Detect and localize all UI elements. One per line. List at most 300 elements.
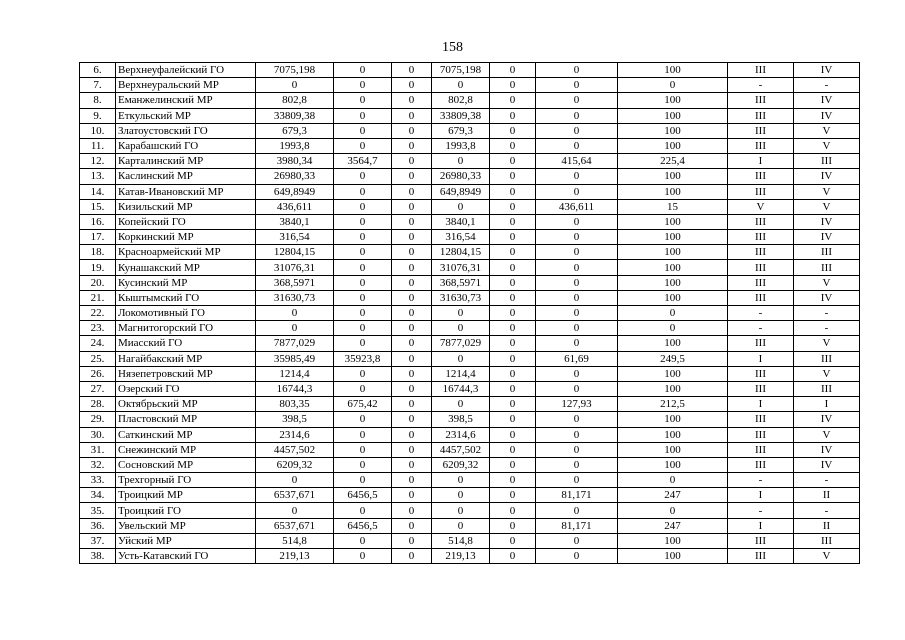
value-cell: 31076,31 <box>256 260 334 275</box>
value-cell: 33809,38 <box>432 108 490 123</box>
value-cell: III <box>728 260 794 275</box>
value-cell: III <box>794 154 860 169</box>
row-number-cell: 29. <box>80 412 116 427</box>
value-cell: 7877,029 <box>256 336 334 351</box>
value-cell: 81,171 <box>536 518 618 533</box>
value-cell: 0 <box>392 321 432 336</box>
table-row <box>80 457 860 472</box>
value-cell: IV <box>794 230 860 245</box>
value-cell: IV <box>794 169 860 184</box>
value-cell: 0 <box>256 321 334 336</box>
value-cell: 0 <box>334 457 392 472</box>
value-cell: 100 <box>618 381 728 396</box>
value-cell: 100 <box>618 366 728 381</box>
value-cell: 1993,8 <box>256 138 334 153</box>
value-cell: 0 <box>432 503 490 518</box>
table-row <box>80 533 860 548</box>
value-cell: 247 <box>618 488 728 503</box>
value-cell: 0 <box>490 533 536 548</box>
value-cell: 0 <box>392 214 432 229</box>
value-cell: 100 <box>618 123 728 138</box>
table-row <box>80 427 860 442</box>
value-cell: 0 <box>392 549 432 564</box>
municipality-name-cell: Локомотивный ГО <box>116 306 256 321</box>
value-cell: 0 <box>536 503 618 518</box>
table-row <box>80 138 860 153</box>
municipality-name-cell: Красноармейский МР <box>116 245 256 260</box>
table-body <box>80 63 860 564</box>
value-cell: 6209,32 <box>432 457 490 472</box>
value-cell: 0 <box>490 275 536 290</box>
value-cell: 0 <box>432 473 490 488</box>
row-number-cell: 37. <box>80 533 116 548</box>
value-cell: V <box>794 138 860 153</box>
value-cell: 0 <box>490 93 536 108</box>
row-number-cell: 7. <box>80 78 116 93</box>
value-cell: 6537,671 <box>256 488 334 503</box>
value-cell: 100 <box>618 245 728 260</box>
value-cell: 0 <box>256 306 334 321</box>
value-cell: III <box>728 169 794 184</box>
value-cell: 0 <box>536 306 618 321</box>
value-cell: 0 <box>392 397 432 412</box>
value-cell: 0 <box>536 427 618 442</box>
value-cell: 0 <box>334 427 392 442</box>
value-cell: 0 <box>392 78 432 93</box>
value-cell: 0 <box>618 503 728 518</box>
row-number-cell: 22. <box>80 306 116 321</box>
municipality-name-cell: Еманжелинский МР <box>116 93 256 108</box>
row-number-cell: 19. <box>80 260 116 275</box>
value-cell: 3840,1 <box>432 214 490 229</box>
value-cell: III <box>728 63 794 78</box>
value-cell: 649,8949 <box>256 184 334 199</box>
table-row <box>80 93 860 108</box>
value-cell: 0 <box>334 290 392 305</box>
value-cell: 0 <box>432 351 490 366</box>
row-number-cell: 31. <box>80 442 116 457</box>
value-cell: 0 <box>392 290 432 305</box>
value-cell: III <box>728 533 794 548</box>
value-cell: 0 <box>536 230 618 245</box>
value-cell: 0 <box>490 397 536 412</box>
value-cell: 0 <box>392 93 432 108</box>
table-row <box>80 518 860 533</box>
municipality-name-cell: Кусинский МР <box>116 275 256 290</box>
value-cell: 100 <box>618 63 728 78</box>
value-cell: III <box>728 108 794 123</box>
value-cell: 0 <box>536 549 618 564</box>
value-cell: 398,5 <box>256 412 334 427</box>
value-cell: I <box>728 154 794 169</box>
value-cell: 0 <box>392 199 432 214</box>
value-cell: 100 <box>618 533 728 548</box>
value-cell: II <box>794 488 860 503</box>
value-cell: 0 <box>392 381 432 396</box>
row-number-cell: 30. <box>80 427 116 442</box>
value-cell: 31630,73 <box>432 290 490 305</box>
value-cell: 0 <box>618 306 728 321</box>
value-cell: - <box>728 503 794 518</box>
value-cell: 100 <box>618 260 728 275</box>
value-cell: 0 <box>490 214 536 229</box>
row-number-cell: 8. <box>80 93 116 108</box>
row-number-cell: 23. <box>80 321 116 336</box>
value-cell: 100 <box>618 442 728 457</box>
value-cell: 0 <box>536 381 618 396</box>
row-number-cell: 12. <box>80 154 116 169</box>
table-row <box>80 336 860 351</box>
value-cell: 368,5971 <box>256 275 334 290</box>
value-cell: 0 <box>490 503 536 518</box>
value-cell: 100 <box>618 138 728 153</box>
value-cell: 0 <box>490 457 536 472</box>
row-number-cell: 35. <box>80 503 116 518</box>
value-cell: 0 <box>490 518 536 533</box>
value-cell: 100 <box>618 275 728 290</box>
value-cell: 0 <box>334 108 392 123</box>
value-cell: III <box>728 123 794 138</box>
value-cell: 0 <box>490 351 536 366</box>
value-cell: 0 <box>392 184 432 199</box>
value-cell: 0 <box>536 169 618 184</box>
value-cell: III <box>794 381 860 396</box>
value-cell: 100 <box>618 336 728 351</box>
value-cell: - <box>728 473 794 488</box>
value-cell: 15 <box>618 199 728 214</box>
value-cell: 0 <box>334 245 392 260</box>
value-cell: 0 <box>392 473 432 488</box>
municipality-name-cell: Нязепетровский МР <box>116 366 256 381</box>
value-cell: IV <box>794 442 860 457</box>
value-cell: 31630,73 <box>256 290 334 305</box>
municipality-name-cell: Еткульский МР <box>116 108 256 123</box>
value-cell: 0 <box>392 275 432 290</box>
value-cell: 0 <box>536 473 618 488</box>
value-cell: 0 <box>392 351 432 366</box>
value-cell: III <box>728 230 794 245</box>
value-cell: 26980,33 <box>432 169 490 184</box>
value-cell: 81,171 <box>536 488 618 503</box>
value-cell: IV <box>794 93 860 108</box>
value-cell: 0 <box>432 488 490 503</box>
value-cell: 0 <box>536 214 618 229</box>
value-cell: 0 <box>392 427 432 442</box>
municipality-name-cell: Саткинский МР <box>116 427 256 442</box>
value-cell: 0 <box>256 503 334 518</box>
table-row <box>80 199 860 214</box>
row-number-cell: 18. <box>80 245 116 260</box>
value-cell: 514,8 <box>256 533 334 548</box>
value-cell: III <box>728 275 794 290</box>
value-cell: 100 <box>618 93 728 108</box>
value-cell: 803,35 <box>256 397 334 412</box>
municipality-name-cell: Озерский ГО <box>116 381 256 396</box>
value-cell: 219,13 <box>256 549 334 564</box>
value-cell: 0 <box>392 245 432 260</box>
value-cell: 0 <box>618 78 728 93</box>
value-cell: 0 <box>490 488 536 503</box>
value-cell: 0 <box>392 230 432 245</box>
municipality-name-cell: Трехгорный ГО <box>116 473 256 488</box>
value-cell: I <box>728 518 794 533</box>
value-cell: 0 <box>392 138 432 153</box>
municipality-name-cell: Миасский ГО <box>116 336 256 351</box>
value-cell: 0 <box>536 108 618 123</box>
value-cell: 0 <box>490 473 536 488</box>
value-cell: 0 <box>490 321 536 336</box>
row-number-cell: 6. <box>80 63 116 78</box>
value-cell: 0 <box>334 366 392 381</box>
value-cell: 0 <box>392 488 432 503</box>
value-cell: 0 <box>392 260 432 275</box>
value-cell: 100 <box>618 230 728 245</box>
value-cell: 3980,34 <box>256 154 334 169</box>
value-cell: 249,5 <box>618 351 728 366</box>
row-number-cell: 24. <box>80 336 116 351</box>
value-cell: 0 <box>334 169 392 184</box>
value-cell: 7075,198 <box>256 63 334 78</box>
table-row <box>80 123 860 138</box>
value-cell: 0 <box>334 412 392 427</box>
value-cell: 0 <box>490 245 536 260</box>
row-number-cell: 21. <box>80 290 116 305</box>
value-cell: - <box>794 78 860 93</box>
value-cell: IV <box>794 412 860 427</box>
table-row <box>80 488 860 503</box>
value-cell: 100 <box>618 108 728 123</box>
page-number: 158 <box>442 40 463 55</box>
value-cell: 0 <box>334 321 392 336</box>
municipality-name-cell: Пластовский МР <box>116 412 256 427</box>
value-cell: 316,54 <box>432 230 490 245</box>
value-cell: III <box>794 260 860 275</box>
value-cell: III <box>728 138 794 153</box>
value-cell: 225,4 <box>618 154 728 169</box>
value-cell: 0 <box>334 93 392 108</box>
value-cell: 0 <box>490 381 536 396</box>
value-cell: 0 <box>432 306 490 321</box>
value-cell: 0 <box>392 366 432 381</box>
row-number-cell: 14. <box>80 184 116 199</box>
municipality-name-cell: Уйский МР <box>116 533 256 548</box>
value-cell: 3840,1 <box>256 214 334 229</box>
municipality-name-cell: Увельский МР <box>116 518 256 533</box>
municipality-name-cell: Коркинский МР <box>116 230 256 245</box>
value-cell: 0 <box>392 63 432 78</box>
table-row <box>80 245 860 260</box>
value-cell: - <box>728 306 794 321</box>
municipality-name-cell: Октябрьский МР <box>116 397 256 412</box>
table-row <box>80 321 860 336</box>
row-number-cell: 33. <box>80 473 116 488</box>
value-cell: 0 <box>490 78 536 93</box>
row-number-cell: 13. <box>80 169 116 184</box>
value-cell: 514,8 <box>432 533 490 548</box>
value-cell: 398,5 <box>432 412 490 427</box>
value-cell: III <box>728 184 794 199</box>
value-cell: 12804,15 <box>256 245 334 260</box>
table-row <box>80 351 860 366</box>
value-cell: 7877,029 <box>432 336 490 351</box>
value-cell: III <box>794 351 860 366</box>
value-cell: 0 <box>490 184 536 199</box>
value-cell: 1214,4 <box>432 366 490 381</box>
value-cell: 0 <box>536 321 618 336</box>
table-row <box>80 366 860 381</box>
value-cell: 0 <box>536 184 618 199</box>
value-cell: I <box>728 488 794 503</box>
table-row <box>80 306 860 321</box>
row-number-cell: 36. <box>80 518 116 533</box>
value-cell: 0 <box>392 533 432 548</box>
row-number-cell: 28. <box>80 397 116 412</box>
municipality-name-cell: Кунашакский МР <box>116 260 256 275</box>
value-cell: 100 <box>618 457 728 472</box>
value-cell: V <box>728 199 794 214</box>
value-cell: 3564,7 <box>334 154 392 169</box>
value-cell: 0 <box>392 123 432 138</box>
value-cell: 16744,3 <box>256 381 334 396</box>
value-cell: - <box>794 503 860 518</box>
value-cell: 0 <box>490 290 536 305</box>
table-row <box>80 230 860 245</box>
value-cell: 4457,502 <box>256 442 334 457</box>
row-number-cell: 38. <box>80 549 116 564</box>
row-number-cell: 16. <box>80 214 116 229</box>
row-number-cell: 26. <box>80 366 116 381</box>
value-cell: 0 <box>490 366 536 381</box>
row-number-cell: 17. <box>80 230 116 245</box>
value-cell: 436,611 <box>256 199 334 214</box>
value-cell: 0 <box>536 533 618 548</box>
value-cell: 6537,671 <box>256 518 334 533</box>
value-cell: 0 <box>536 275 618 290</box>
value-cell: 12804,15 <box>432 245 490 260</box>
value-cell: 0 <box>432 78 490 93</box>
value-cell: V <box>794 549 860 564</box>
municipality-name-cell: Каслинский МР <box>116 169 256 184</box>
value-cell: III <box>728 290 794 305</box>
value-cell: V <box>794 336 860 351</box>
municipality-name-cell: Усть-Катавский ГО <box>116 549 256 564</box>
value-cell: 0 <box>536 260 618 275</box>
value-cell: III <box>728 245 794 260</box>
value-cell: III <box>794 245 860 260</box>
value-cell: III <box>728 366 794 381</box>
municipality-name-cell: Карталинский МР <box>116 154 256 169</box>
value-cell: IV <box>794 457 860 472</box>
value-cell: IV <box>794 63 860 78</box>
value-cell: 35985,49 <box>256 351 334 366</box>
value-cell: 679,3 <box>256 123 334 138</box>
value-cell: IV <box>794 214 860 229</box>
value-cell: IV <box>794 290 860 305</box>
regions-table <box>79 62 860 564</box>
value-cell: 219,13 <box>432 549 490 564</box>
value-cell: 0 <box>334 336 392 351</box>
value-cell: 31076,31 <box>432 260 490 275</box>
value-cell: V <box>794 184 860 199</box>
value-cell: III <box>728 93 794 108</box>
row-number-cell: 15. <box>80 199 116 214</box>
value-cell: III <box>794 533 860 548</box>
value-cell: 100 <box>618 290 728 305</box>
value-cell: 316,54 <box>256 230 334 245</box>
municipality-name-cell: Верхнеуральский МР <box>116 78 256 93</box>
municipality-name-cell: Верхнеуфалейский ГО <box>116 63 256 78</box>
value-cell: 0 <box>334 63 392 78</box>
value-cell: 0 <box>490 63 536 78</box>
row-number-cell: 32. <box>80 457 116 472</box>
value-cell: 33809,38 <box>256 108 334 123</box>
value-cell: 415,64 <box>536 154 618 169</box>
municipality-name-cell: Нагайбакский МР <box>116 351 256 366</box>
value-cell: - <box>794 306 860 321</box>
value-cell: 0 <box>490 199 536 214</box>
value-cell: 0 <box>536 123 618 138</box>
value-cell: 0 <box>392 457 432 472</box>
value-cell: 0 <box>334 381 392 396</box>
value-cell: 0 <box>490 169 536 184</box>
value-cell: 247 <box>618 518 728 533</box>
value-cell: 0 <box>490 306 536 321</box>
value-cell: 0 <box>334 123 392 138</box>
value-cell: 802,8 <box>256 93 334 108</box>
municipality-name-cell: Снежинский МР <box>116 442 256 457</box>
value-cell: 0 <box>490 138 536 153</box>
value-cell: 0 <box>536 366 618 381</box>
value-cell: 649,8949 <box>432 184 490 199</box>
value-cell: I <box>794 397 860 412</box>
value-cell: 0 <box>536 412 618 427</box>
value-cell: V <box>794 427 860 442</box>
value-cell: 0 <box>490 412 536 427</box>
value-cell: 100 <box>618 427 728 442</box>
value-cell: 0 <box>392 412 432 427</box>
value-cell: 0 <box>490 427 536 442</box>
value-cell: 2314,6 <box>432 427 490 442</box>
row-number-cell: 10. <box>80 123 116 138</box>
value-cell: 0 <box>334 78 392 93</box>
value-cell: 6456,5 <box>334 518 392 533</box>
value-cell: 0 <box>490 442 536 457</box>
value-cell: 0 <box>536 78 618 93</box>
value-cell: 26980,33 <box>256 169 334 184</box>
value-cell: 100 <box>618 412 728 427</box>
value-cell: 61,69 <box>536 351 618 366</box>
value-cell: 0 <box>490 260 536 275</box>
municipality-name-cell: Катав-Ивановский МР <box>116 184 256 199</box>
value-cell: 0 <box>392 518 432 533</box>
municipality-name-cell: Златоустовский ГО <box>116 123 256 138</box>
table-row <box>80 108 860 123</box>
table-row <box>80 290 860 305</box>
value-cell: 212,5 <box>618 397 728 412</box>
value-cell: 0 <box>334 214 392 229</box>
value-cell: III <box>728 412 794 427</box>
value-cell: 0 <box>432 154 490 169</box>
table-row <box>80 442 860 457</box>
table-row <box>80 214 860 229</box>
value-cell: 0 <box>392 442 432 457</box>
value-cell: 436,611 <box>536 199 618 214</box>
value-cell: 16744,3 <box>432 381 490 396</box>
value-cell: 0 <box>392 108 432 123</box>
value-cell: 0 <box>618 473 728 488</box>
municipality-name-cell: Магнитогорский ГО <box>116 321 256 336</box>
value-cell: III <box>728 549 794 564</box>
